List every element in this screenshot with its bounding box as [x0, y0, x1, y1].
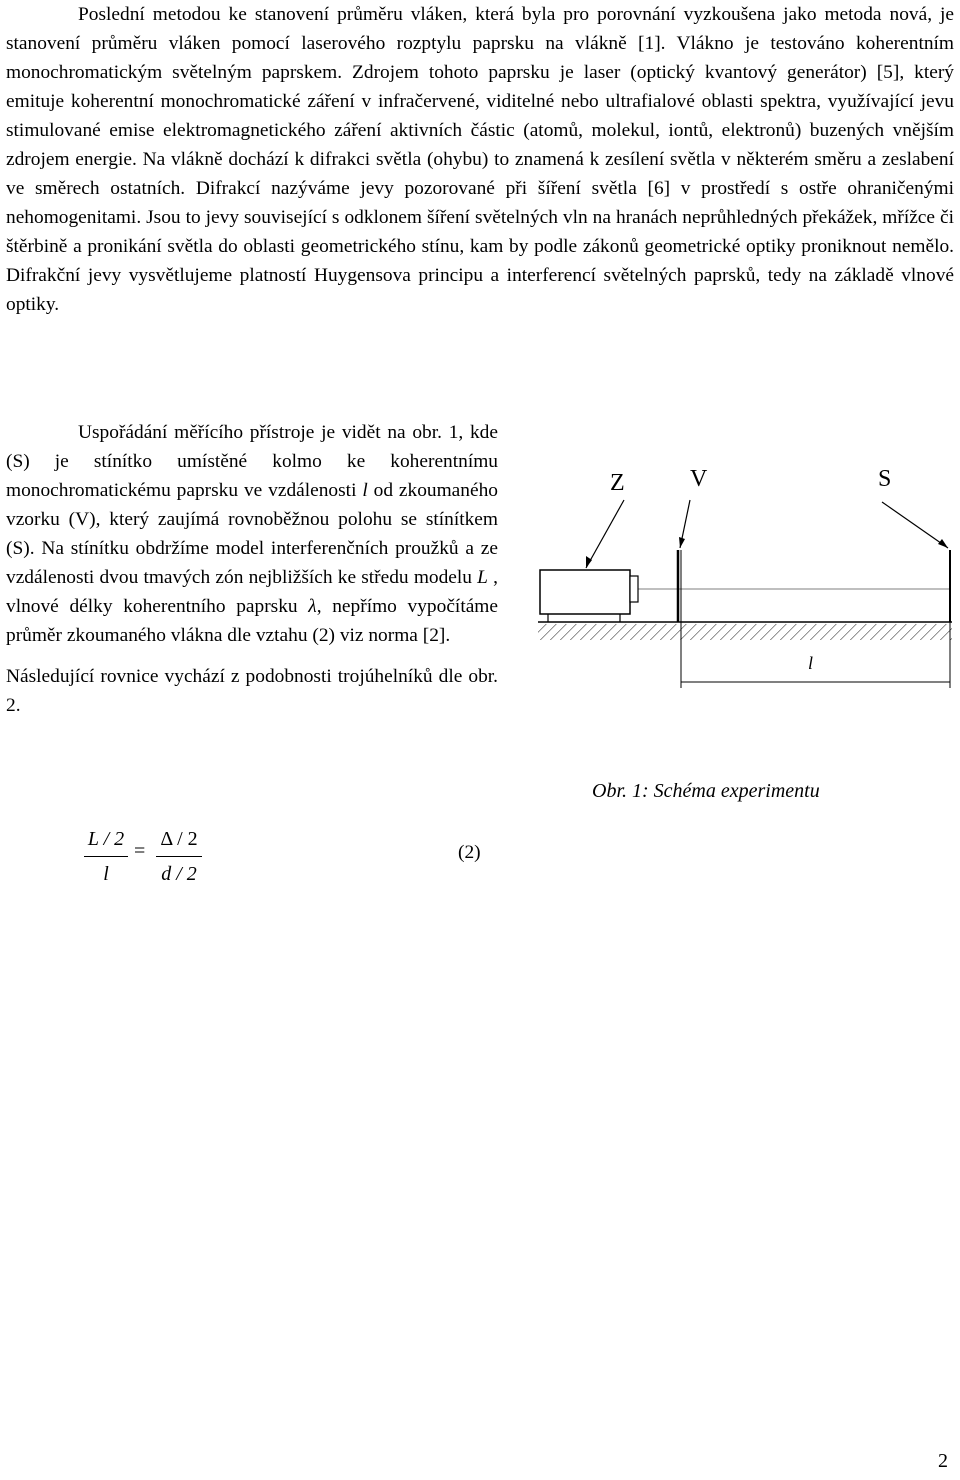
- equals-sign: =: [134, 840, 146, 862]
- fraction-left-numerator: L / 2: [87, 828, 125, 850]
- setup-paragraph: [6, 418, 498, 650]
- fraction-right-numerator: Δ / 2: [160, 828, 198, 850]
- fraction-left: [84, 824, 128, 889]
- laser-nozzle: [630, 576, 638, 602]
- leader-s: [882, 502, 948, 548]
- main-paragraph: Poslední metodou ke stanovení průměru vláken, která byla pro porovnání vyzkoušena jako metoda nová, je stanovení průměru vláken pomocí laserového rozptylu paprsku na vlákně [1]. Vlákno je testováno koherentním monochromatickým světelným paprskem. Zdrojem tohoto paprsku je laser (optický kvantový generátor) [5], který emituje koherentní monochromatické záření v infračervené, viditelné nebo ultrafialové oblasti spektra, využívající jevu stimulované emise elektromagnetického záření aktivních částic (atomů, molekul, iontů, elektronů) buzených vnějším zdrojem energie. Na vlákně dochází k difrakci světla (ohybu) to znamená k zesílení světla v některém směru a zeslabení ve směrech ostatních. Difrakcí nazýváme jevy pozorované při šíření světla [6] v prostředí s ostře ohraničenými nehomogenitami. Jsou to jevy související s odklonem šíření světelných vln na hranách neprůhledných překážek, mřížce či štěrbině a pronikání světla do oblasti geometrického stínu, kam by podle zákonů geometrické optiky proniknout nemělo. Difrakční jevy vysvětlujeme platností Huygensova principu a interferencí světelných paprsků, tedy na základě vlnové optiky.: [6, 4, 954, 315]
- left-column: [6, 418, 498, 720]
- fraction-right-denominator: d / 2: [161, 863, 197, 885]
- setup-text-3: , vlnové délky koherentního paprsku: [6, 567, 498, 617]
- label-s: S: [878, 466, 892, 492]
- following-paragraph: Následující rovnice vychází z podobnosti trojúhelníků dle obr. 2.: [6, 666, 498, 716]
- fraction-right-bar: [156, 856, 202, 857]
- laser-body: [540, 570, 630, 614]
- equation-number: (2): [458, 842, 481, 863]
- variable-lambda: λ: [308, 596, 317, 617]
- setup-text-4: , nepřímo vypočítáme průměr zkoumaného vlákna dle vztahu (2) viz norma [2].: [6, 596, 498, 646]
- variable-L: L: [477, 567, 488, 588]
- label-distance-l: l: [808, 653, 814, 673]
- fraction-right: [156, 824, 202, 889]
- experiment-schematic: [530, 450, 956, 750]
- label-z: Z: [610, 470, 625, 496]
- figure-caption: Obr. 1: Schéma experimentu: [592, 780, 820, 802]
- leader-v-arrowhead: [679, 537, 685, 548]
- setup-text-2: od zkoumaného vzorku (V), který zaujímá rovnoběžnou polohu se stínítkem (S). Na stínítku obdržíme model interferenčních proužků a ze vzdálenosti dvou tmavých zón nejbližších ke středu modelu: [6, 480, 498, 588]
- fraction-left-denominator: l: [103, 863, 109, 885]
- leader-z: [586, 500, 624, 568]
- page-number: 2: [938, 1450, 948, 1472]
- setup-text-1: Uspořádání měřícího přístroje je vidět na obr. 1, kde (S) je stínítko umístěné kolmo ke koherentnímu monochromatickému paprsku ve vzdálenosti: [6, 422, 498, 501]
- fraction-left-bar: [84, 856, 128, 857]
- ground-hatching: [538, 624, 952, 640]
- equation-2: [84, 824, 504, 888]
- experiment-figure: [530, 450, 956, 810]
- leader-s-arrowhead: [938, 539, 948, 548]
- label-v: V: [690, 466, 708, 492]
- variable-l: l: [362, 480, 368, 501]
